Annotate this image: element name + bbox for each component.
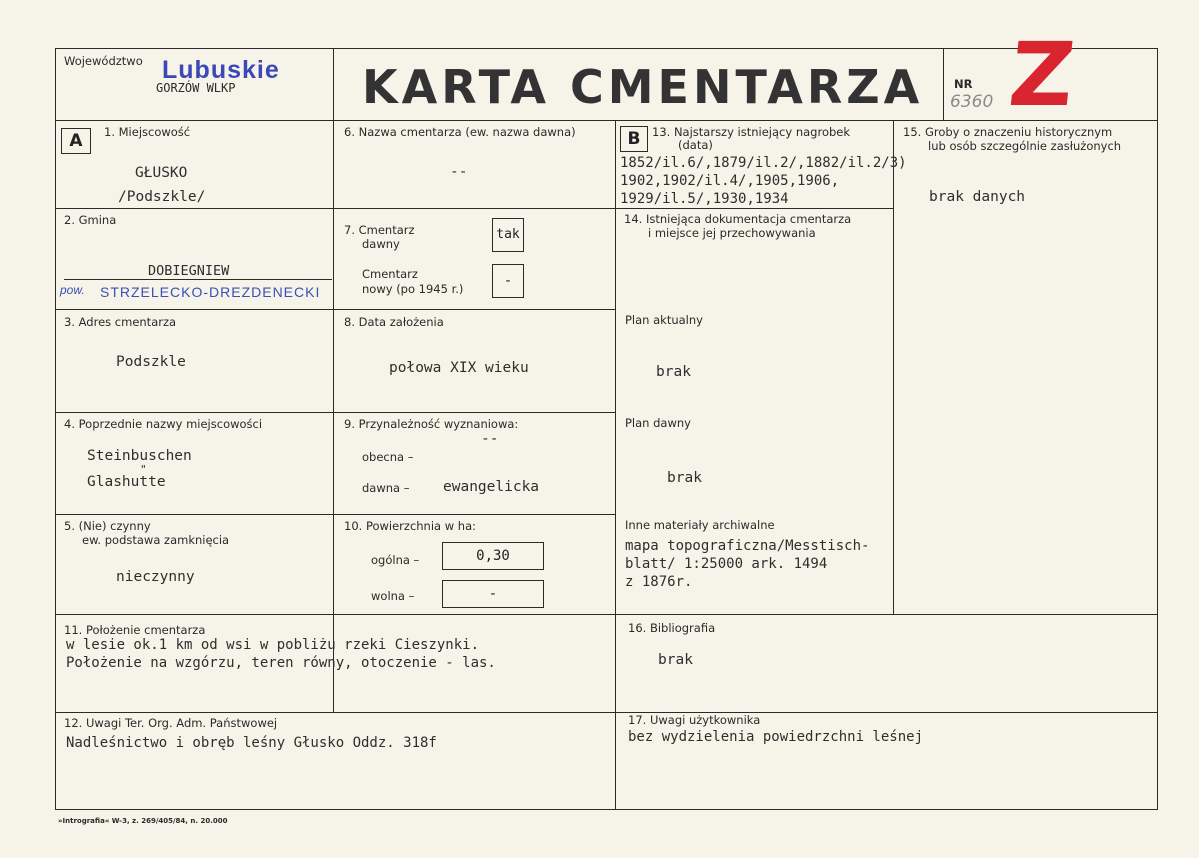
field-8-value: połowa XIX wieku [389,360,529,376]
field-8-label: 8. Data założenia [344,315,444,329]
field-13-sublabel: (data) [678,138,713,152]
field-7-nowy-box: - [492,264,524,298]
inne-materialy-line-2: blatt/ 1:25000 ark. 1494 [625,556,828,572]
page-title: KARTA CMENTARZA [362,60,924,114]
divider [64,279,332,280]
field-7-sublabel: dawny [362,237,400,251]
field-13-line-2: 1902,1902/il.4/,1905,1906, [620,173,840,189]
field-14-label: 14. Istniejąca dokumentacja cmentarza [624,212,852,226]
field-9-dawna-label: dawna – [362,481,410,495]
divider [615,208,893,209]
divider [55,309,615,310]
inne-materialy-line-3: z 1876r. [625,574,693,590]
field-5-label: 5. (Nie) czynny [64,519,151,533]
field-2-label: 2. Gmina [64,213,117,227]
field-9-obecna-value: -- [481,431,499,447]
print-note: »Intrografia« W-3, z. 269/405/84, n. 20.000 [58,817,228,825]
field-11-label: 11. Położenie cmentarza [64,623,206,637]
section-a-marker: A [61,128,91,154]
field-16-value: brak [658,652,693,668]
field-5-sublabel: ew. podstawa zamknięcia [82,533,230,547]
field-3-value: Podszkle [116,354,186,370]
wojewodztwo-label: Województwo [64,54,143,68]
field-7-dawny-box: tak [492,218,524,252]
inne-materialy-line-1: mapa topograficzna/Messtisch- [625,538,870,554]
field-13-label: 13. Najstarszy istniejący nagrobek [652,125,851,139]
field-6-value: -- [450,164,468,180]
divider [55,208,615,209]
field-17-value: bez wydzielenia powiedrzchni leśnej [628,729,924,745]
divider [55,514,615,515]
field-10-wolna-label: wolna – [371,589,415,603]
field-1-label: 1. Miejscowość [104,125,191,139]
field-4-ditto: " [140,463,147,476]
plan-aktualny-value: brak [656,364,691,380]
field-9-dawna-value: ewangelicka [443,479,540,495]
field-3-label: 3. Adres cmentarza [64,315,177,329]
field-4-value: Steinbuschen [87,448,192,464]
nr-label: NR [954,77,973,91]
field-4-value-alt: Glashutte [87,474,166,490]
wojewodztwo-stamp: Lubuskie [162,56,280,84]
field-13-line-1: 1852/il.6/,1879/il.2/,1882/il.2/3) [620,155,907,171]
field-10-ogolna-box: 0,30 [442,542,544,570]
field-15-value: brak danych [929,189,1026,205]
field-10-wolna-box: - [442,580,544,608]
field-7-nowy-label: Cmentarz [362,267,418,281]
plan-dawny-label: Plan dawny [625,416,691,430]
divider [615,120,616,810]
field-12-value: Nadleśnictwo i obręb leśny Głusko Oddz. 318f [66,735,437,751]
field-7-label: 7. Cmentarz [344,223,415,237]
nr-value: 6360 [950,92,994,112]
field-14-sublabel: i miejsce jej przechowywania [648,226,816,240]
field-15-label: 15. Groby o znaczeniu historycznym [903,125,1113,139]
z-mark: Z [1004,23,1080,126]
field-1-value: GŁUSKO [135,165,188,181]
inne-materialy-label: Inne materiały archiwalne [625,518,775,532]
divider [55,412,615,413]
divider [943,48,944,120]
field-2-value: DOBIEGNIEW [148,263,230,279]
field-2-powiat: STRZELECKO-DREZDENECKI [100,284,321,300]
section-b-marker: B [620,126,648,152]
divider [55,120,1158,121]
field-11-line-2: Położenie na wzgórzu, teren równy, otoczenie - las. [66,655,496,671]
field-4-label: 4. Poprzednie nazwy miejscowości [64,417,263,431]
field-1-value-alt: /Podszkle/ [118,189,206,205]
field-17-label: 17. Uwagi użytkownika [628,713,761,727]
field-10-ogolna-label: ogólna – [371,553,420,567]
field-5-value: nieczynny [116,569,195,585]
field-16-label: 16. Bibliografia [628,621,716,635]
field-9-obecna-label: obecna – [362,450,414,464]
field-2-pow-prefix: pow. [60,283,85,297]
field-15-sublabel: lub osób szczególnie zasłużonych [928,139,1122,153]
divider [893,120,894,614]
field-10-label: 10. Powierzchnia w ha: [344,519,477,533]
field-6-label: 6. Nazwa cmentarza (ew. nazwa dawna) [344,125,576,139]
field-12-label: 12. Uwagi Ter. Org. Adm. Państwowej [64,716,278,730]
plan-aktualny-label: Plan aktualny [625,313,703,327]
wojewodztwo-old: GORZÓW WLKP [156,81,236,95]
divider [55,614,1158,615]
divider [55,712,1158,713]
field-9-label: 9. Przynależność wyznaniowa: [344,417,519,431]
plan-dawny-value: brak [667,470,702,486]
field-13-line-3: 1929/il.5/,1930,1934 [620,191,789,207]
field-11-line-1: w lesie ok.1 km od wsi w pobliżu rzeki Cieszynki. [66,637,480,653]
field-7-nowy-sublabel: nowy (po 1945 r.) [362,282,464,296]
